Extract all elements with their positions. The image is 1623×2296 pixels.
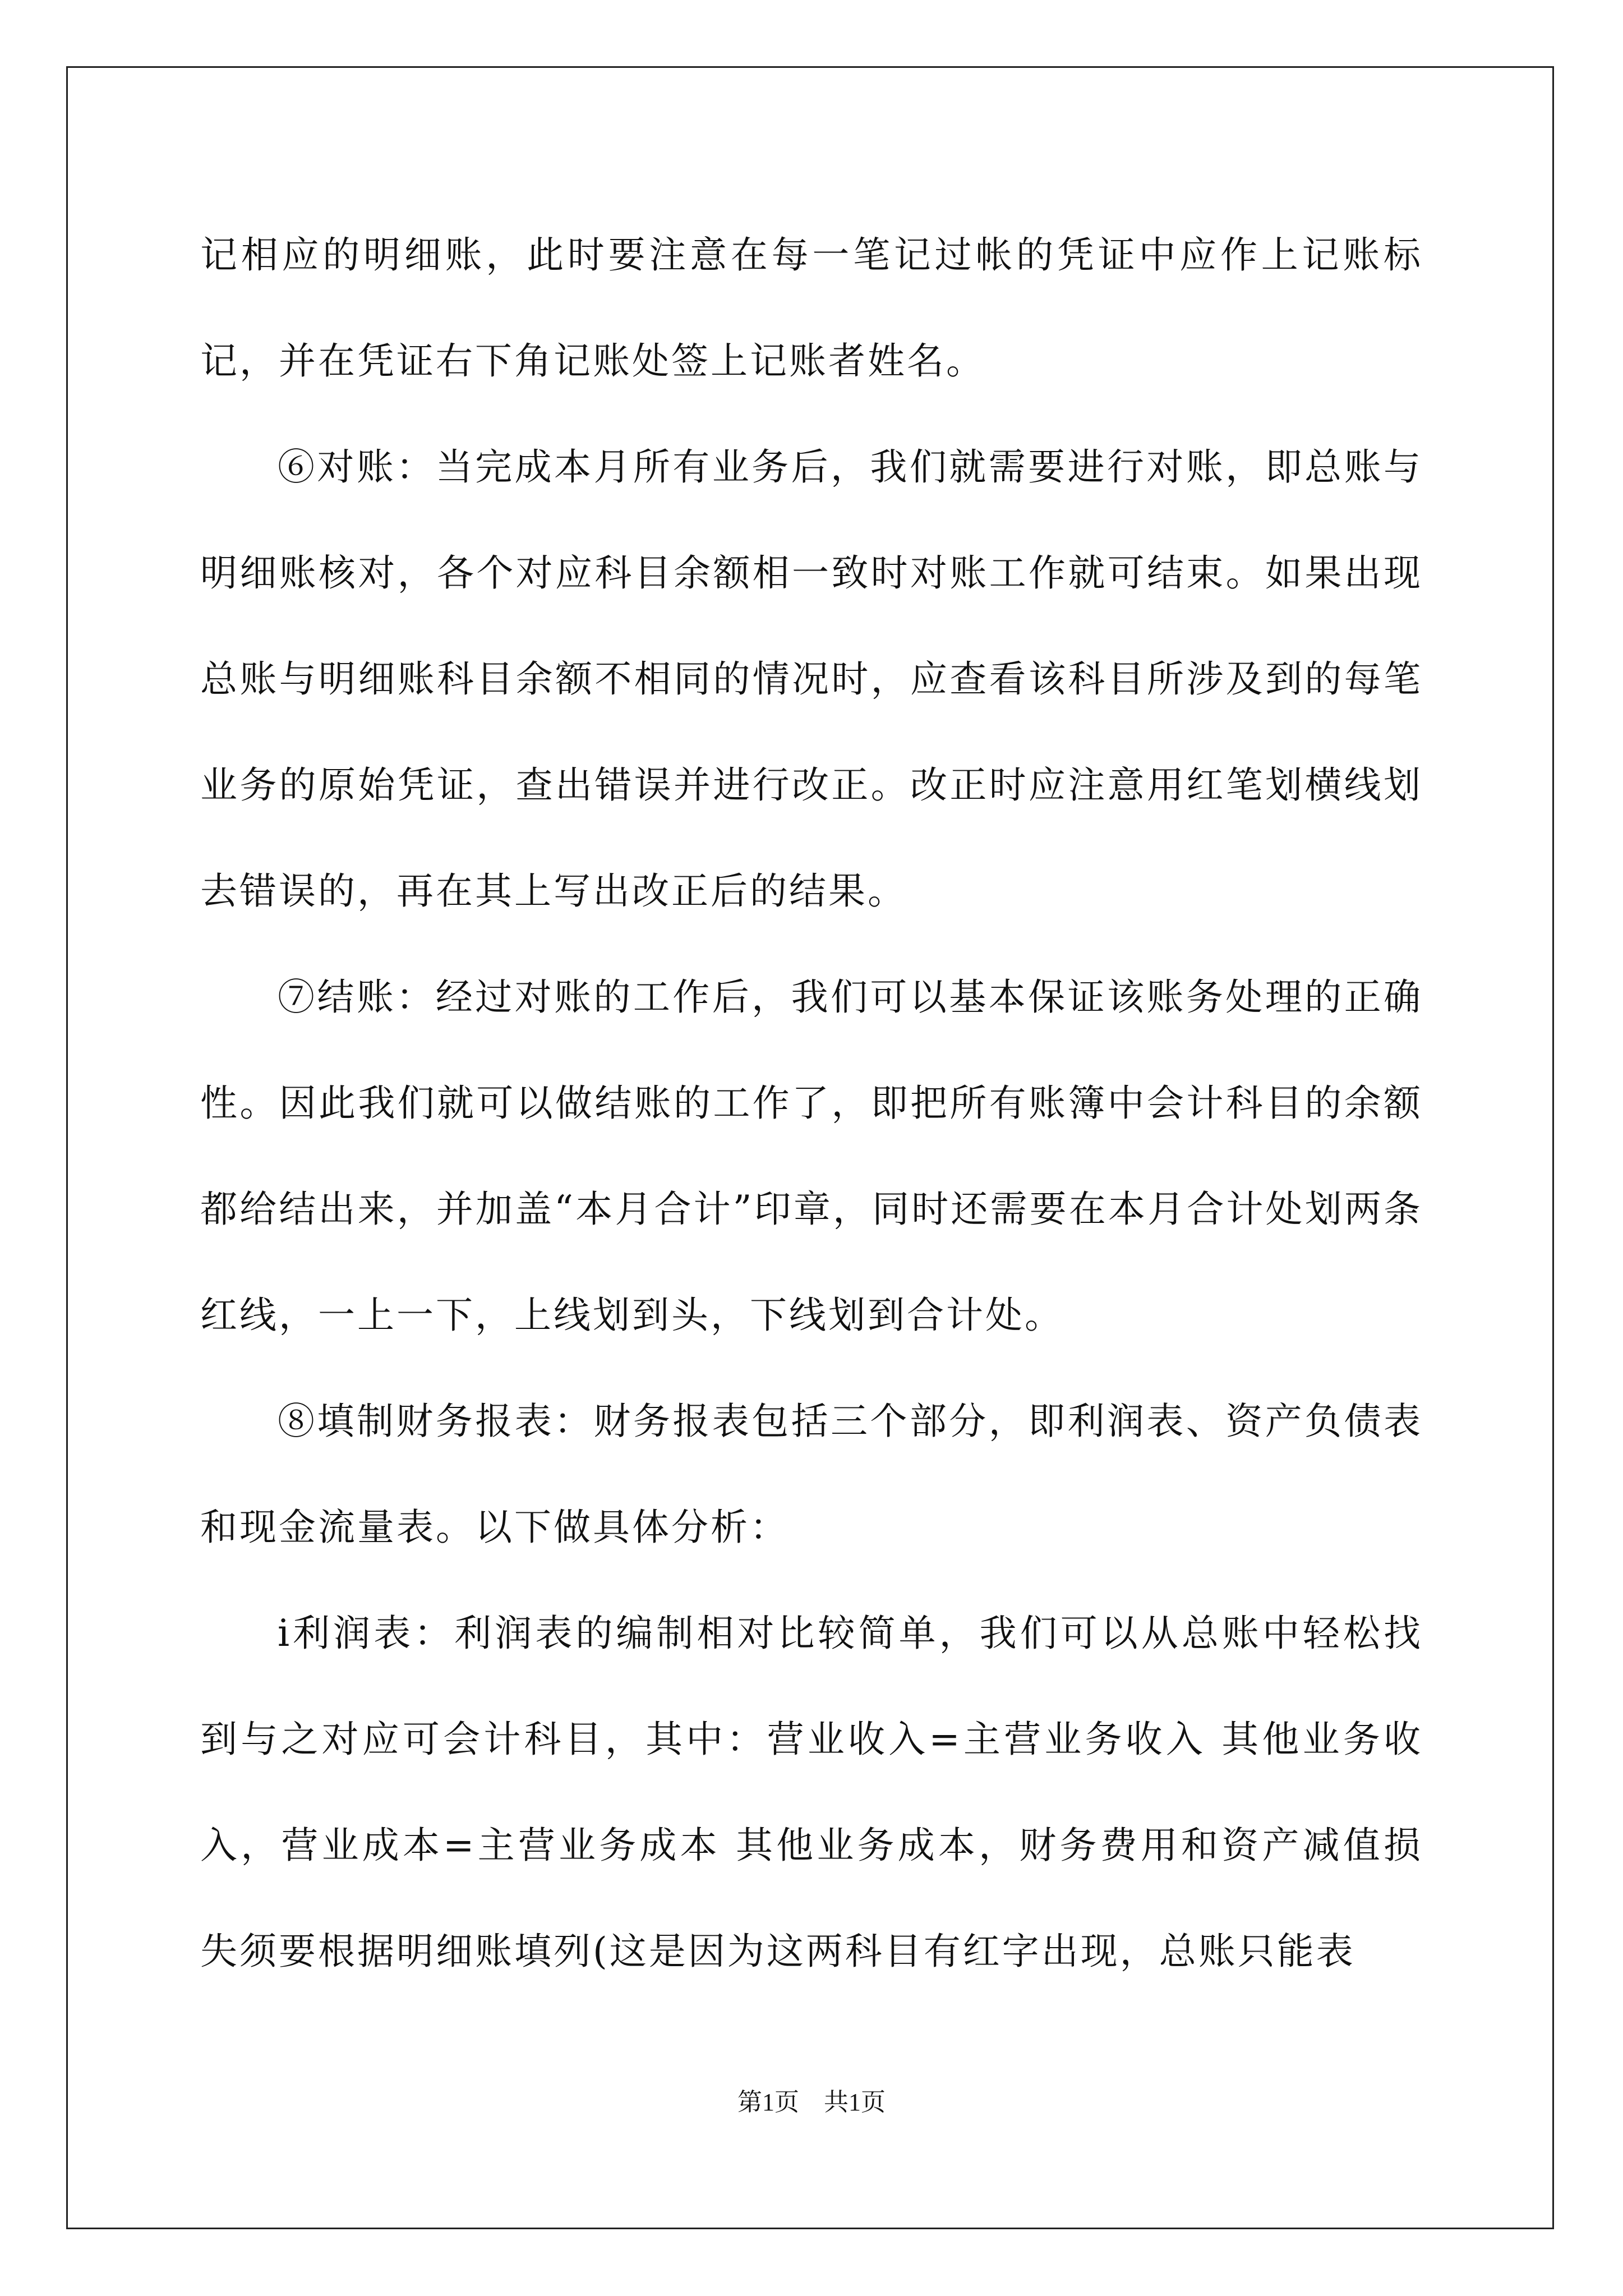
document-body [200, 202, 1423, 2004]
paragraph-1: 记相应的明细账，此时要注意在每一笔记过帐的凭证中应作上记账标记，并在凭证右下角记账处签上记账者姓名。 [200, 233, 1423, 383]
paragraph-income-statement: ⅰ利润表：利润表的编制相对比较简单，我们可以从总账中轻松找到与之对应可会计科目，其中：营业收入=主营业务收入 其他业务收入，营业成本=主营业务成本 其他业务成本，财务费用和资产减值损失须要根据明细账填列(这是因为这两科目有红字出现，总账只能表 [200, 1612, 1423, 1973]
page-footer: 第1页 共1页 [737, 2088, 886, 2116]
paragraph-closing-accounts: ⑦结账：经过对账的工作后，我们可以基本保证该账务处理的正确性。因此我们就可以做结账的工作了，即把所有账簿中会计科目的余额都给结出来，并加盖“本月合计”印章，同时还需要在本月合计处划两条红线，一上一下，上线划到头，下线划到合计处。 [200, 976, 1423, 1337]
paragraph-reconciliation: ⑥对账：当完成本月所有业务后，我们就需要进行对账，即总账与明细账核对，各个对应科目余额相一致时对账工作就可结束。如果出现总账与明细账科目余额不相同的情况时，应查看该科目所涉及到的每笔业务的原始凭证，查出错误并进行改正。改正时应注意用红笔划横线划去错误的，再在其上写出改正后的结果。 [200, 445, 1423, 913]
paragraph-financial-statements: ⑧填制财务报表：财务报表包括三个部分，即利润表、资产负债表和现金流量表。以下做具体分析： [200, 1400, 1423, 1549]
